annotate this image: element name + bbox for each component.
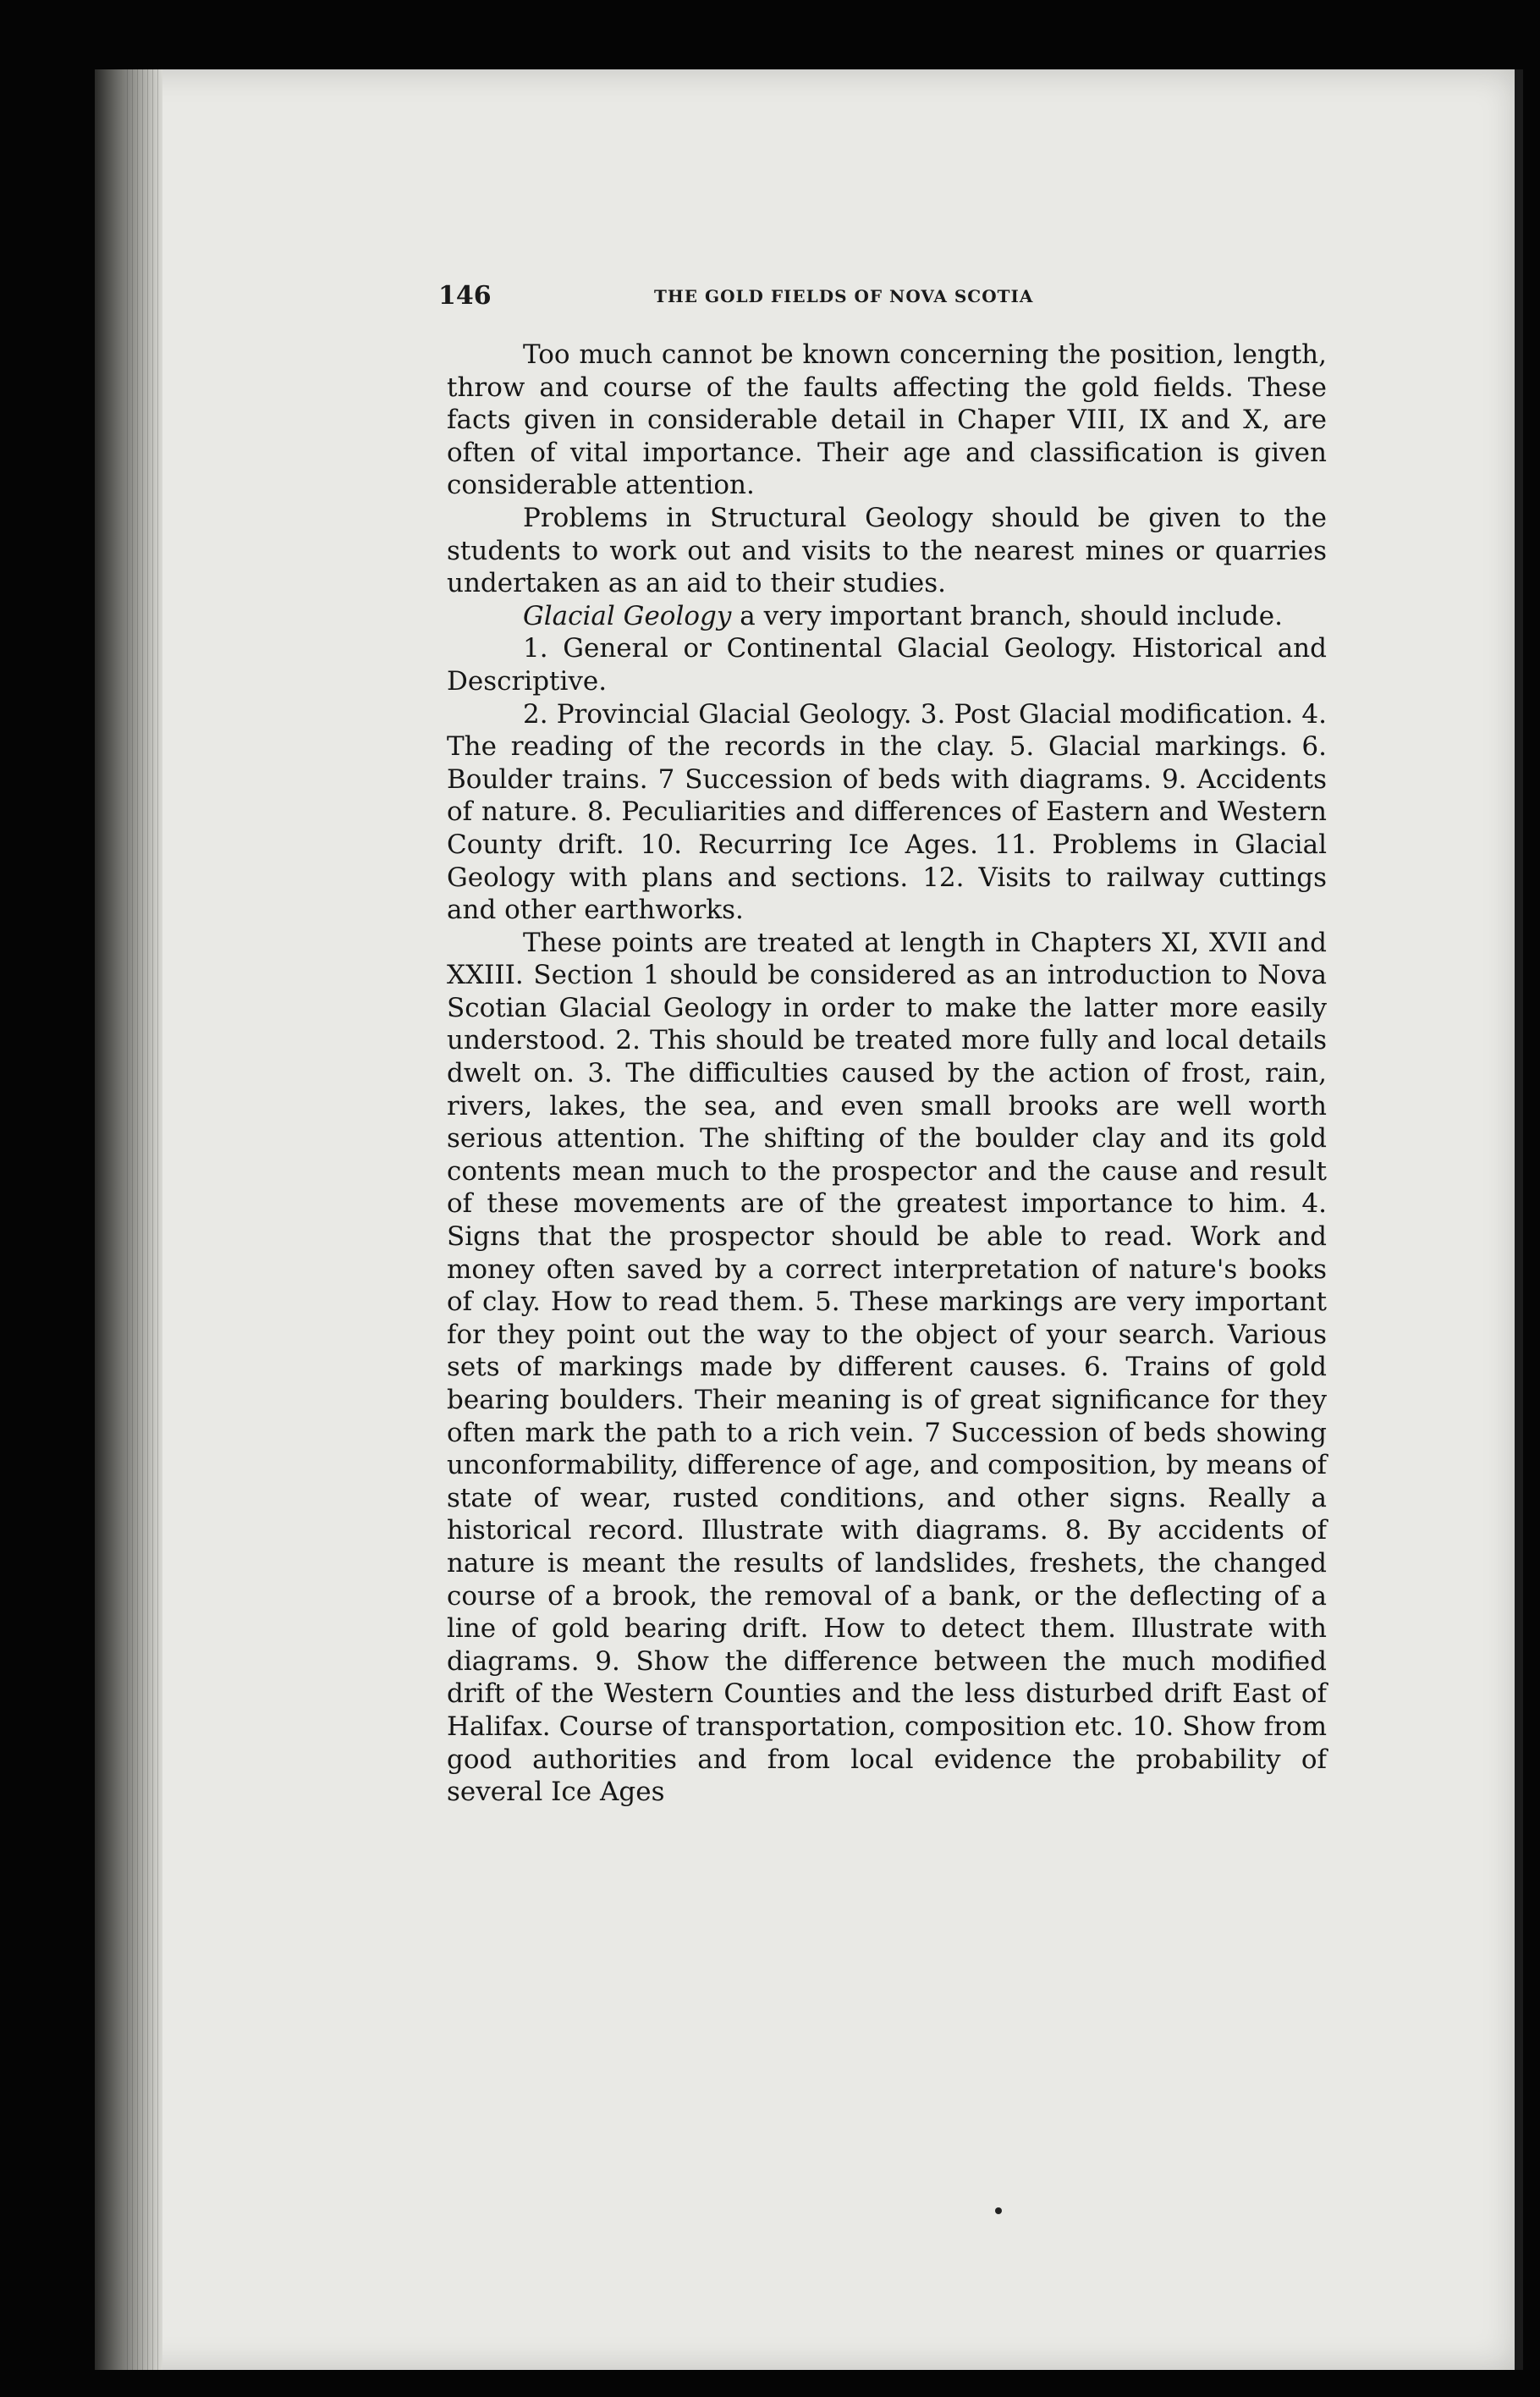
paragraph-items-2-12: 2. Provincial Glacial Geology. 3. Post Glacial modification. 4. The reading of the records in the clay. 5. Glacial markings. 6. Boulder trains. 7 Succession of beds with diagrams. 9. Accidents of nature. 8. Peculiarities and differences of Eastern and Western County drift. 10. Recurring Ice Ages. 11. Problems in Glacial Geology with plans and sections. 12. Visits to railway cuttings and other earthworks. [447,698,1327,926]
glacial-geology-rest: a very important branch, should include. [731,600,1283,631]
paragraph-chapters: These points are treated at length in Chapters XI, XVII and XXIII. Section 1 should be considered as an introduction to Nova Scotian Glacial Geology in order to make the latter more easily understood. 2. This should be treated more fully and local details dwelt on. 3. The difficulties caused by the action of frost, rain, rivers, lakes, the sea, and even small brooks are well worth serious attention. The shifting of the boulder clay and its gold contents mean much to the prospector and the cause and result of these movements are of the greatest importance to him. 4. Signs that the prospector should be able to read. Work and money often saved by a correct interpretation of nature's books of clay. How to read them. 5. These markings are very important for they point out the way to the object of your search. Various sets of markings made by different causes. 6. Trains of gold bearing boulders. Their meaning is of great significance for they often mark the path to a rich vein. 7 Succession of beds showing unconformability, difference of age, and composition, by means of state of wear, rusted conditions, and other signs. Really a historical record. Illustrate with diagrams. 8. By accidents of nature is meant the results of landslides, freshets, the changed course of a brook, the removal of a bank, or the deflecting of a line of gold bearing drift. How to detect them. Illustrate with diagrams. 9. Show the difference between the much modified drift of the Western Counties and the less disturbed drift East of Halifax. Course of transportation, composition etc. 10. Show from good authorities and from local evidence the probability of several Ice Ages [447,927,1327,1808]
page-header [438,281,1327,315]
paragraph-faults: Too much cannot be known concerning the position, length, throw and course of the faults affecting the gold fields. These facts given in considerable detail in Chaper VIII, IX and X, are often of vital importance. Their age and classification is given considerable attention. [447,339,1327,501]
paragraph-glacial-geology [447,600,1327,633]
ink-speck [995,2207,1002,2214]
glacial-geology-italic: Glacial Geology [523,600,732,631]
page-number: 146 [438,281,492,311]
right-page-edge [1515,69,1523,2370]
running-head: THE GOLD FIELDS OF NOVA SCOTIA [654,286,1034,306]
body-text [447,339,1327,1809]
page-edges [127,69,161,2370]
paragraph-item-1: 1. General or Continental Glacial Geology. Historical and Descriptive. [447,633,1327,697]
paragraph-structural-geology: Problems in Structural Geology should be given to the students to work out and visits to the nearest mines or quarries undertaken as an aid to their studies. [447,502,1327,599]
